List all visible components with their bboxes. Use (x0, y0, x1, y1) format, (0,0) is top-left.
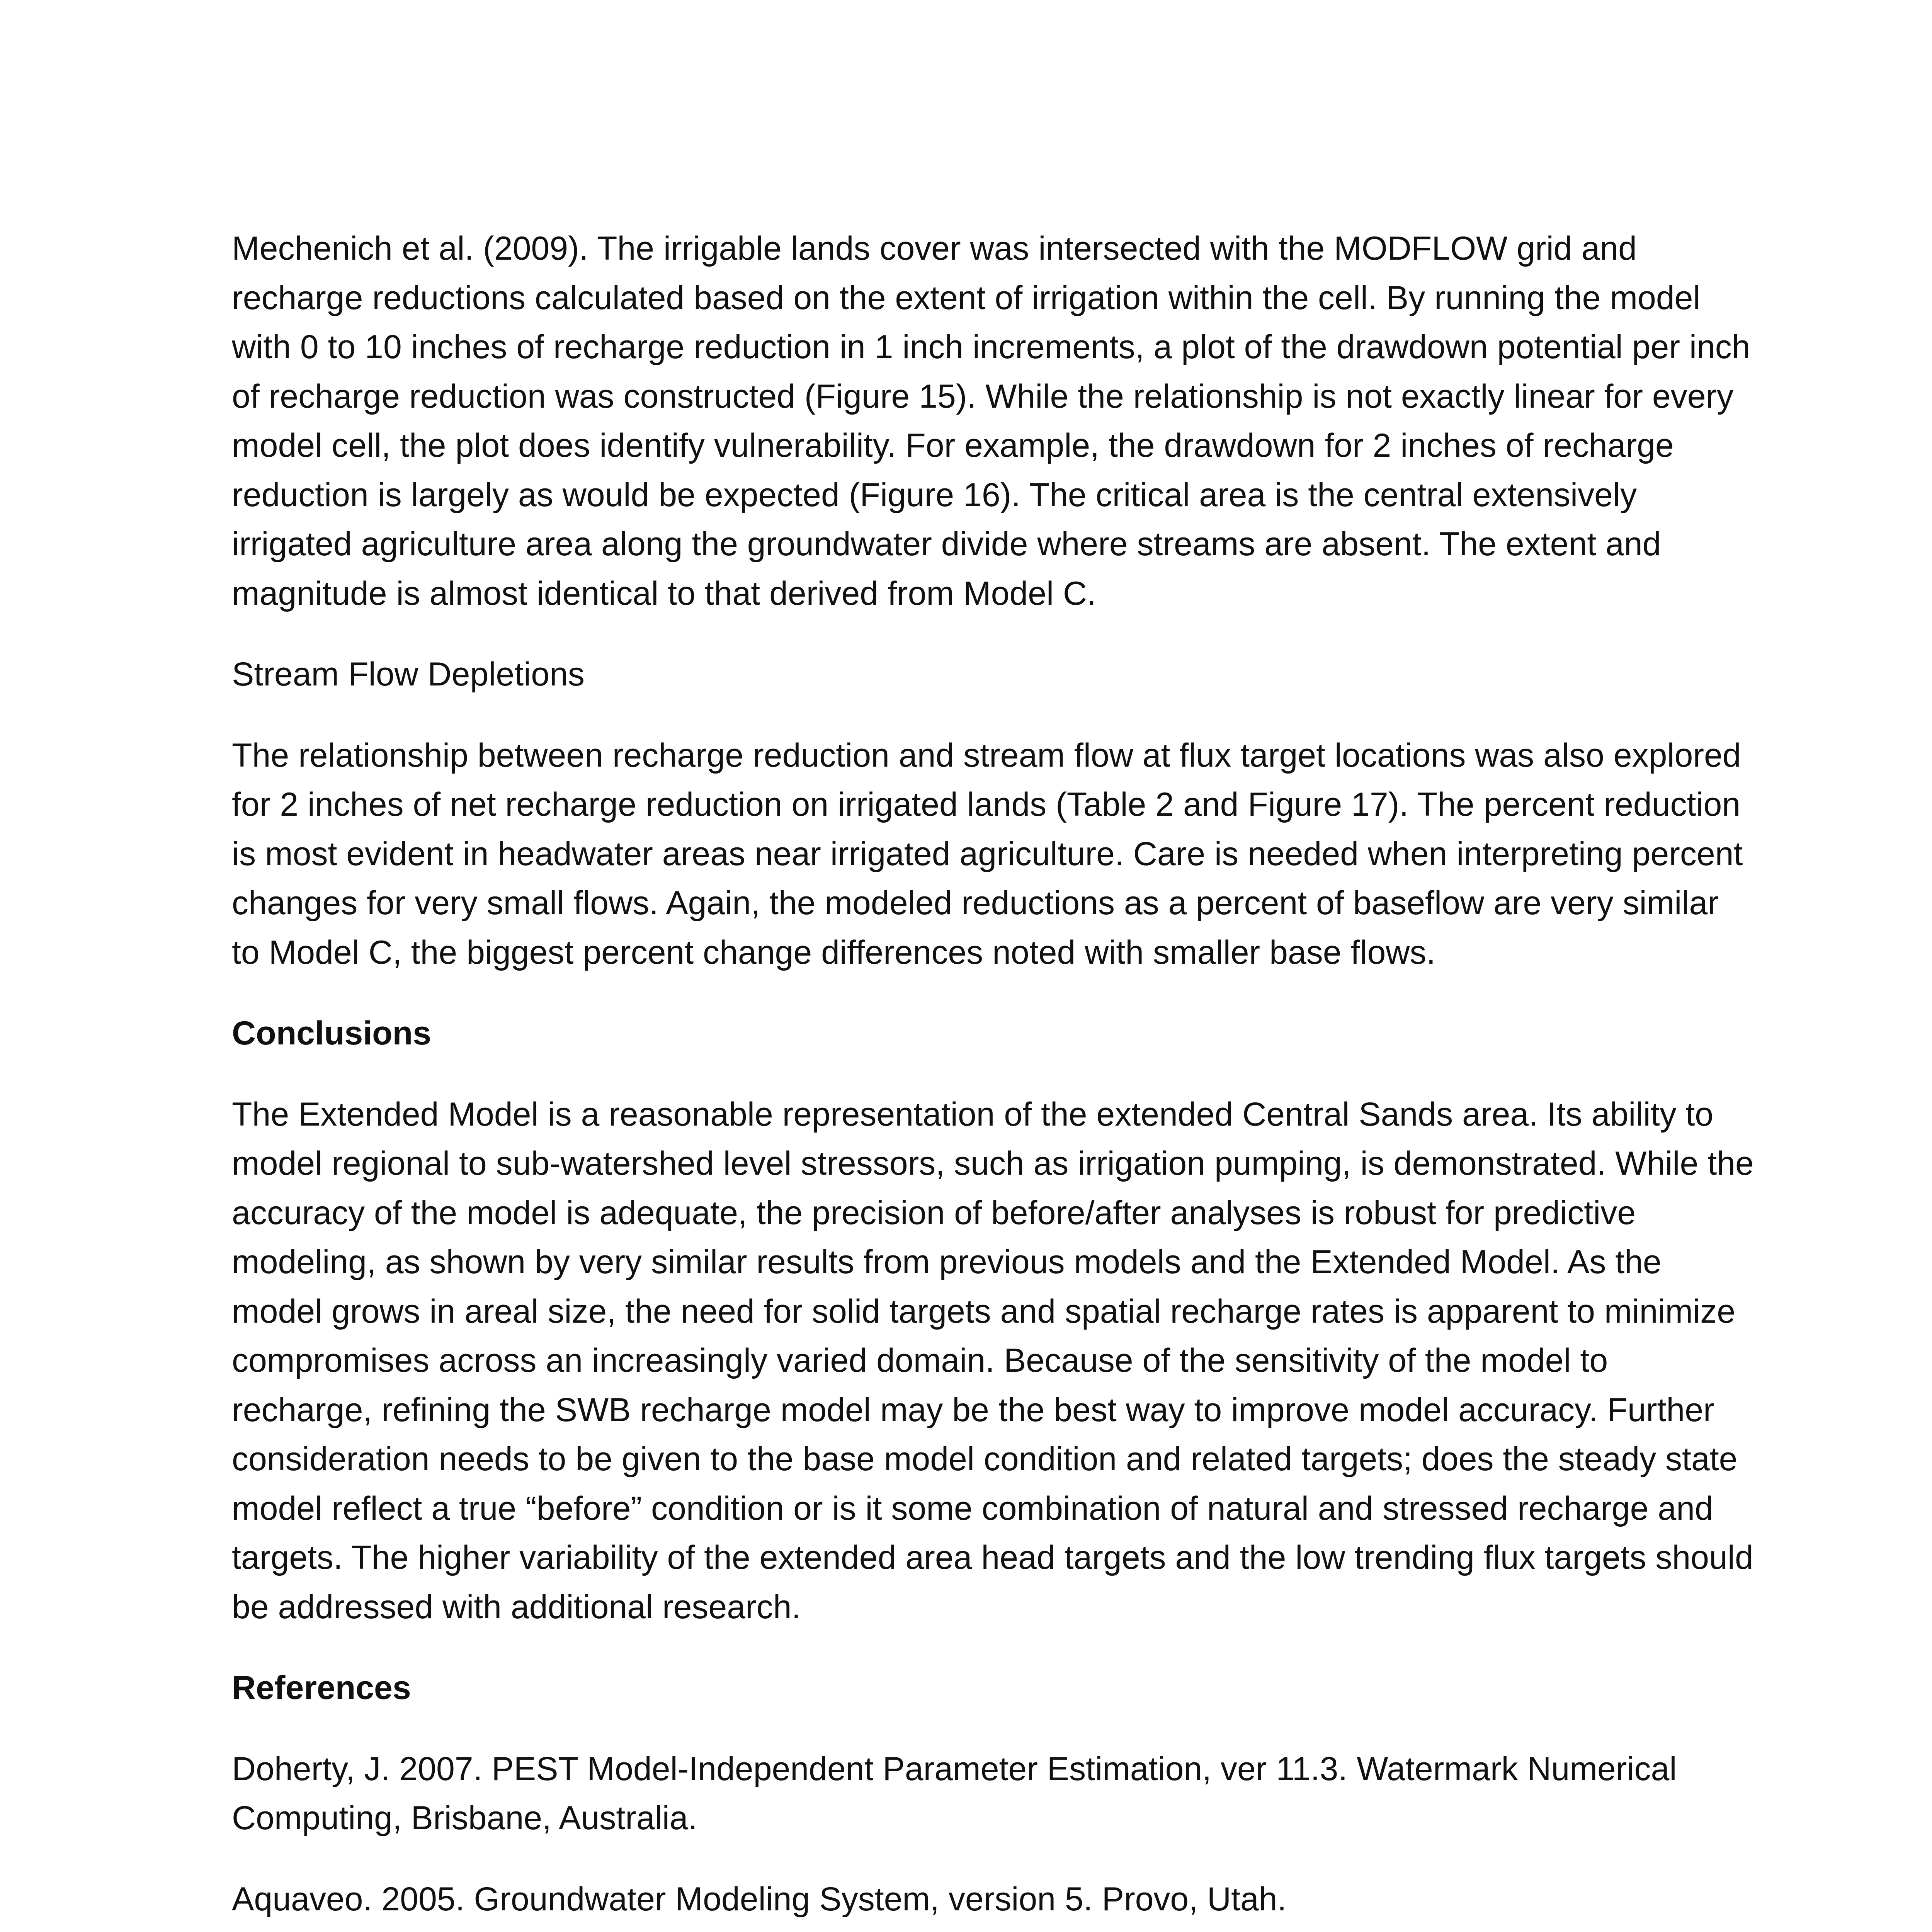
reference-item: Aquaveo. 2005. Groundwater Modeling System, version 5. Provo, Utah. (232, 1880, 1287, 1918)
reference-item: Doherty, J. 2007. PEST Model-Independent Parameter Estimation, ver 11.3. Watermark Numerical Computing, Brisbane, Australia. (232, 1750, 1677, 1837)
paragraph-conclusions: The Extended Model is a reasonable representation of the extended Central Sands area. Its ability to model regional to sub-watershed level stressors, such as irrigation pumping, is demonstrated. While the accuracy of the model is adequate, the precision of before/after analyses is robust for predictive modeling, as shown by very similar results from previous models and the Extended Model. As the model grows in areal size, the need for solid targets and spatial recharge rates is apparent to minimize compromises across an increasingly varied domain. Because of the sensitivity of the model to recharge, refining the SWB recharge model may be the best way to improve model accuracy. Further consideration needs to be given to the base model condition and related targets; does the steady state model reflect a true “before” condition or is it some combination of natural and stressed recharge and targets. The higher variability of the extended area head targets and the low trending flux targets should be addressed with additional research. (232, 1095, 1754, 1626)
page-body (232, 224, 1754, 1932)
section-heading-stream-flow-depletions: Stream Flow Depletions (232, 656, 585, 693)
paragraph-drawdown: Mechenich et al. (2009). The irrigable lands cover was intersected with the MODFLOW grid and recharge reductions calculated based on the extent of irrigation within the cell. By running the model with 0 to 10 inches of recharge reduction in 1 inch increments, a plot of the drawdown potential per inch of recharge reduction was constructed (Figure 15). While the relationship is not exactly linear for every model cell, the plot does identify vulnerability. For example, the drawdown for 2 inches of recharge reduction is largely as would be expected (Figure 16). The critical area is the central extensively irrigated agriculture area along the groundwater divide where streams are absent. The extent and magnitude is almost identical to that derived from Model C. (232, 230, 1750, 612)
section-heading-conclusions: Conclusions (232, 1015, 432, 1052)
paragraph-stream-flow: The relationship between recharge reduction and stream flow at flux target locations was also explored for 2 inches of net recharge reduction on irrigated lands (Table 2 and Figure 17). The percent reduction is most evident in headwater areas near irrigated agriculture. Care is needed when interpreting percent changes for very small flows. Again, the modeled reductions as a percent of baseflow are very similar to Model C, the biggest percent change differences noted with smaller base flows. (232, 736, 1743, 971)
section-heading-references: References (232, 1669, 411, 1706)
